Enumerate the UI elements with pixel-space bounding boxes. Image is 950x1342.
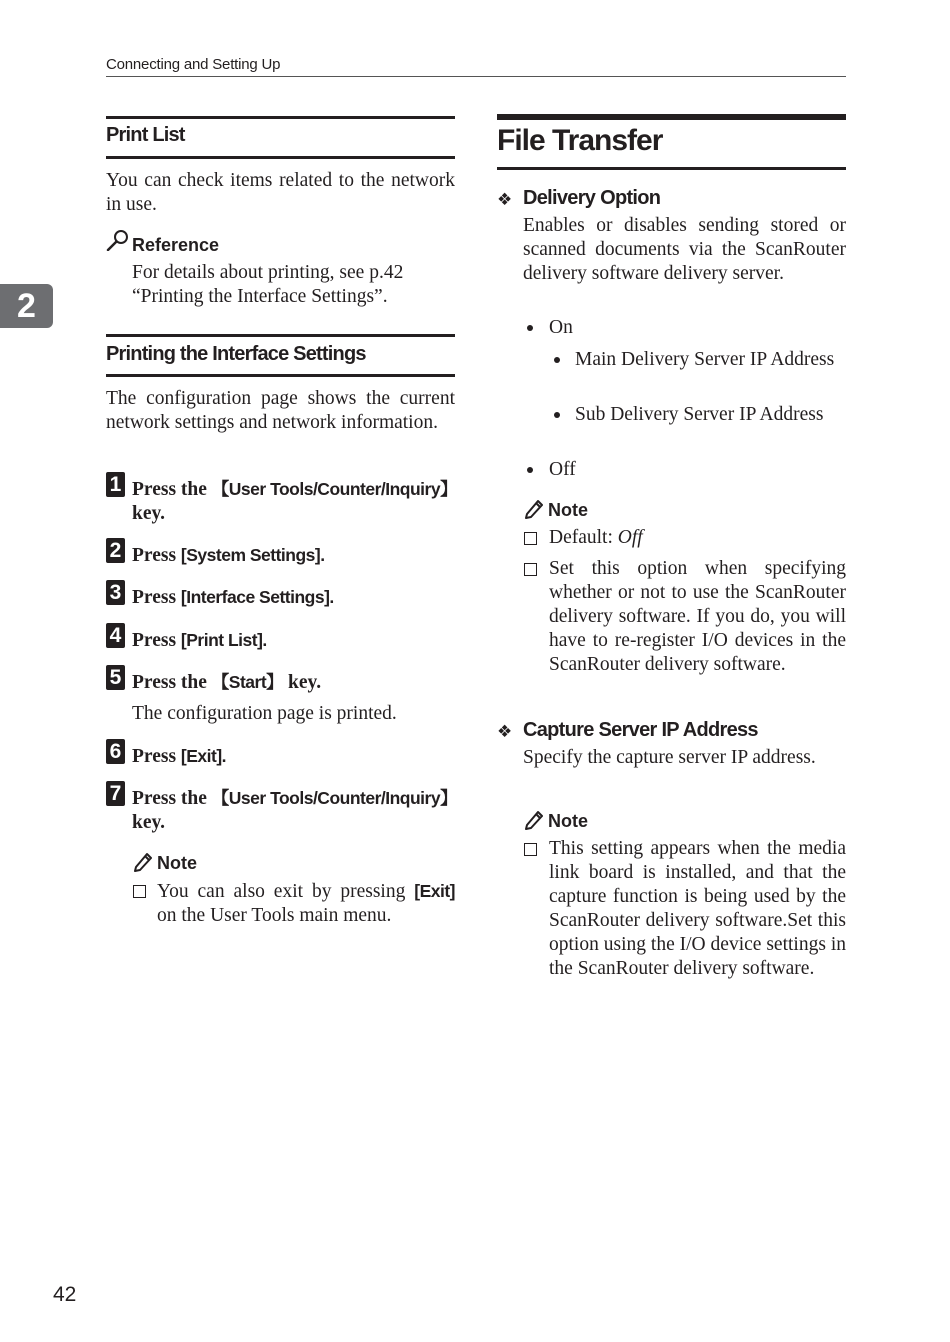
bracket: 【 [211,672,229,692]
option-on: On [549,317,573,338]
reference-line-1: For details about printing, see p.42 [132,262,404,283]
step-number: 1 [106,472,125,497]
reference-title: Reference [132,235,220,255]
hardkey-start: Start [228,672,267,692]
step-5-text: Press the 【Start】 key. [132,672,322,693]
checkbox-icon [133,885,146,898]
section-rule [106,116,455,119]
pencil-icon [523,808,545,830]
print-list-body: You can check items related to the network in use. [106,170,455,215]
step-number: 4 [106,623,125,648]
step-6-text: Press [Exit]. [132,746,227,767]
printing-settings-heading: Printing the Interface Settings [106,343,366,365]
capture-server-heading: Capture Server IP Address [523,719,758,741]
step-number: 2 [106,538,125,563]
option-main-server: Main Delivery Server IP Address [575,349,835,370]
note-title: Note [548,811,588,831]
bullet [527,467,533,473]
bracket: 】 [440,788,458,808]
step-1-text: Press the 【User Tools/Counter/Inquiry】 key. [132,479,458,524]
page-number: 42 [53,1283,77,1306]
print-list-key: [Print List] [180,630,263,650]
note-title: Note [157,853,197,873]
chapter-tab: 2 [0,284,53,328]
reference-link[interactable]: “Printing the Interface Settings”. [132,286,388,307]
note-text: Set this option when specifying whether or not to use the ScanRouter delivery software. If you do, you will have to re-register I/O devices in the ScanRouter delivery software. [549,558,846,675]
step-7-text: Press the 【User Tools/Counter/Inquiry】 key. [132,788,458,833]
section-rule [106,374,455,377]
bracket: 【 [211,479,229,499]
running-header: Connecting and Setting Up [106,56,846,77]
exit-key: [Exit] [180,746,222,766]
section-rule [106,156,455,159]
diamond-bullet-icon: ❖ [497,722,513,742]
bullet [554,357,560,363]
step-number: 3 [106,580,125,605]
diamond-bullet-icon: ❖ [497,190,513,210]
bracket: 】 [440,479,458,499]
section-rule [106,334,455,337]
magnifier-icon [106,229,130,251]
exit-key: [Exit] [414,881,455,901]
interface-settings-key: [Interface Settings] [180,587,330,607]
capture-server-body: Specify the capture server IP address. [523,747,816,768]
bracket: 】 [266,672,284,692]
checkbox-icon [524,563,537,576]
section-rule [497,167,846,170]
delivery-option-heading: Delivery Option [523,187,661,209]
pencil-icon [523,497,545,519]
bullet [527,325,533,331]
hardkey-user-tools: User Tools/Counter/Inquiry [228,479,441,499]
step-number: 6 [106,739,125,764]
pencil-icon [132,850,154,872]
checkbox-icon [524,532,537,545]
file-transfer-title: File Transfer [497,124,663,157]
option-sub-server: Sub Delivery Server IP Address [575,404,824,425]
system-settings-key: [System Settings] [180,545,321,565]
bullet [554,412,560,418]
note-text: You can also exit by pressing [Exit] on the User Tools main menu. [157,881,455,926]
delivery-option-body: Enables or disables sending stored or scanned documents via the ScanRouter delivery software delivery server. [523,215,846,284]
step-3-text: Press [Interface Settings]. [132,587,334,608]
note-title: Note [548,500,588,520]
step-number: 7 [106,781,125,806]
step-number: 5 [106,665,125,690]
print-list-heading: Print List [106,124,185,146]
note-text: This setting appears when the media link board is installed, and that the capture function is being used by the ScanRouter delivery software.Set this option using the I/O device settings in the ScanRouter delivery software. [549,838,846,979]
hardkey-user-tools: User Tools/Counter/Inquiry [228,788,441,808]
section-rule [497,114,846,120]
printing-settings-body: The configuration page shows the current network settings and network information. [106,388,455,433]
note-default: Default: Off [549,527,643,548]
checkbox-icon [524,843,537,856]
step-5-result: The configuration page is printed. [132,703,397,724]
step-2-text: Press [System Settings]. [132,545,325,566]
option-off: Off [549,459,576,480]
step-4-text: Press [Print List]. [132,630,267,651]
bracket: 【 [211,788,229,808]
